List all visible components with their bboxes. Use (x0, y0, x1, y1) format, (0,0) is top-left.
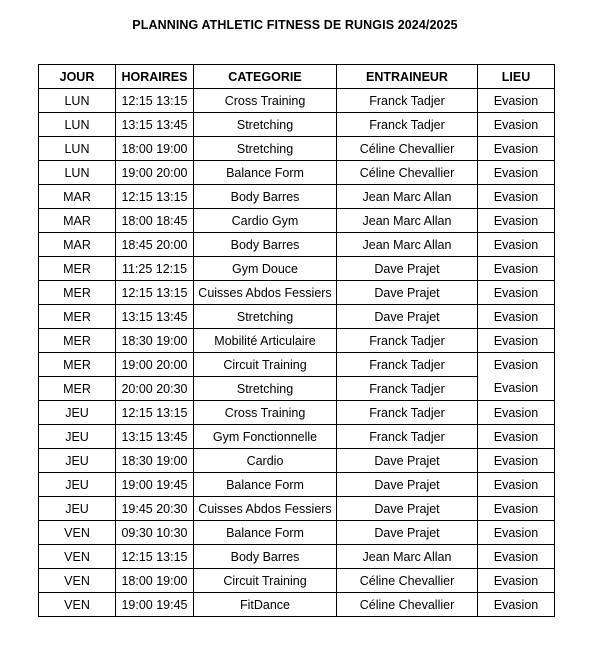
cell-horaires: 18:00 19:00 (116, 137, 194, 161)
cell-entraineur: Jean Marc Allan (337, 233, 478, 257)
cell-entraineur: Jean Marc Allan (337, 545, 478, 569)
cell-categorie: Circuit Training (194, 569, 337, 593)
cell-entraineur: Dave Prajet (337, 281, 478, 305)
cell-horaires: 19:45 20:30 (116, 497, 194, 521)
table-row (39, 545, 555, 569)
table-row (39, 377, 555, 401)
cell-jour: MER (39, 353, 116, 377)
cell-horaires: 13:15 13:45 (116, 113, 194, 137)
cell-jour: JEU (39, 473, 116, 497)
cell-lieu: Evasion (478, 89, 555, 113)
cell-lieu: Evasion (478, 257, 555, 281)
cell-lieu: Evasion (478, 329, 555, 353)
cell-entraineur: Céline Chevallier (337, 569, 478, 593)
schedule-table (38, 64, 555, 617)
cell-categorie: Circuit Training (194, 353, 337, 377)
cell-entraineur: Dave Prajet (337, 449, 478, 473)
cell-horaires: 11:25 12:15 (116, 257, 194, 281)
cell-lieu: Evasion (478, 497, 555, 521)
cell-entraineur: Dave Prajet (337, 305, 478, 329)
cell-entraineur: Franck Tadjer (337, 353, 478, 377)
cell-horaires: 19:00 19:45 (116, 473, 194, 497)
cell-categorie: Gym Fonctionnelle (194, 425, 337, 449)
cell-horaires: 18:00 19:00 (116, 569, 194, 593)
cell-horaires: 19:00 20:00 (116, 161, 194, 185)
cell-categorie: Mobilité Articulaire (194, 329, 337, 353)
header-lieu: LIEU (478, 65, 555, 89)
header-horaires: HORAIRES (116, 65, 194, 89)
table-row (39, 593, 555, 617)
cell-lieu: Evasion (478, 233, 555, 257)
table-row (39, 89, 555, 113)
header-row (39, 65, 555, 89)
cell-entraineur: Franck Tadjer (337, 401, 478, 425)
cell-lieu: Evasion (478, 545, 555, 569)
table-row (39, 209, 555, 233)
cell-lieu: Evasion (478, 305, 555, 329)
cell-horaires: 09:30 10:30 (116, 521, 194, 545)
cell-categorie: Stretching (194, 377, 337, 401)
cell-categorie: Balance Form (194, 161, 337, 185)
cell-horaires: 18:45 20:00 (116, 233, 194, 257)
cell-categorie: Cardio (194, 449, 337, 473)
table-row (39, 473, 555, 497)
cell-jour: JEU (39, 449, 116, 473)
table-row (39, 161, 555, 185)
cell-entraineur: Jean Marc Allan (337, 209, 478, 233)
cell-horaires: 12:15 13:15 (116, 281, 194, 305)
cell-jour: VEN (39, 545, 116, 569)
header-categorie: CATEGORIE (194, 65, 337, 89)
cell-horaires: 19:00 20:00 (116, 353, 194, 377)
cell-jour: JEU (39, 497, 116, 521)
cell-horaires: 18:30 19:00 (116, 329, 194, 353)
table-row (39, 449, 555, 473)
cell-lieu: Evasion (478, 353, 555, 377)
table-row (39, 521, 555, 545)
cell-categorie: FitDance (194, 593, 337, 617)
cell-lieu: Evasion (478, 377, 555, 401)
cell-jour: VEN (39, 593, 116, 617)
table-row (39, 329, 555, 353)
cell-lieu: Evasion (478, 113, 555, 137)
cell-lieu: Evasion (478, 401, 555, 425)
table-row (39, 137, 555, 161)
cell-lieu: Evasion (478, 473, 555, 497)
schedule-body (39, 89, 555, 617)
cell-horaires: 12:15 13:15 (116, 401, 194, 425)
cell-jour: VEN (39, 569, 116, 593)
cell-categorie: Body Barres (194, 185, 337, 209)
cell-horaires: 13:15 13:45 (116, 425, 194, 449)
cell-categorie: Cardio Gym (194, 209, 337, 233)
cell-lieu: Evasion (478, 569, 555, 593)
cell-jour: LUN (39, 161, 116, 185)
cell-horaires: 18:00 18:45 (116, 209, 194, 233)
header-entraineur: ENTRAINEUR (337, 65, 478, 89)
cell-categorie: Balance Form (194, 473, 337, 497)
cell-categorie: Cross Training (194, 401, 337, 425)
cell-entraineur: Franck Tadjer (337, 329, 478, 353)
cell-jour: JEU (39, 401, 116, 425)
cell-entraineur: Franck Tadjer (337, 425, 478, 449)
cell-entraineur: Franck Tadjer (337, 113, 478, 137)
cell-categorie: Gym Douce (194, 257, 337, 281)
cell-lieu: Evasion (478, 161, 555, 185)
cell-lieu: Evasion (478, 137, 555, 161)
table-row (39, 185, 555, 209)
cell-horaires: 12:15 13:15 (116, 545, 194, 569)
cell-jour: LUN (39, 113, 116, 137)
table-row (39, 353, 555, 377)
cell-jour: MER (39, 257, 116, 281)
cell-entraineur: Franck Tadjer (337, 89, 478, 113)
cell-categorie: Cuisses Abdos Fessiers (194, 281, 337, 305)
cell-jour: MER (39, 377, 116, 401)
cell-entraineur: Dave Prajet (337, 521, 478, 545)
cell-categorie: Stretching (194, 305, 337, 329)
header-jour: JOUR (39, 65, 116, 89)
cell-lieu: Evasion (478, 209, 555, 233)
cell-entraineur: Céline Chevallier (337, 161, 478, 185)
cell-horaires: 20:00 20:30 (116, 377, 194, 401)
cell-entraineur: Franck Tadjer (337, 377, 478, 401)
cell-jour: MER (39, 305, 116, 329)
cell-entraineur: Dave Prajet (337, 497, 478, 521)
cell-horaires: 13:15 13:45 (116, 305, 194, 329)
cell-categorie: Balance Form (194, 521, 337, 545)
table-row (39, 281, 555, 305)
cell-categorie: Stretching (194, 113, 337, 137)
cell-lieu: Evasion (478, 281, 555, 305)
table-row (39, 305, 555, 329)
cell-jour: LUN (39, 89, 116, 113)
cell-categorie: Cross Training (194, 89, 337, 113)
cell-jour: MAR (39, 209, 116, 233)
cell-horaires: 19:00 19:45 (116, 593, 194, 617)
cell-categorie: Body Barres (194, 545, 337, 569)
cell-lieu: Evasion (478, 425, 555, 449)
cell-jour: MAR (39, 233, 116, 257)
table-row (39, 257, 555, 281)
table-row (39, 569, 555, 593)
cell-lieu: Evasion (478, 449, 555, 473)
cell-jour: JEU (39, 425, 116, 449)
cell-categorie: Body Barres (194, 233, 337, 257)
cell-horaires: 18:30 19:00 (116, 449, 194, 473)
cell-jour: MER (39, 281, 116, 305)
cell-entraineur: Dave Prajet (337, 473, 478, 497)
cell-jour: MER (39, 329, 116, 353)
cell-entraineur: Céline Chevallier (337, 137, 478, 161)
cell-categorie: Cuisses Abdos Fessiers (194, 497, 337, 521)
cell-lieu: Evasion (478, 521, 555, 545)
table-row (39, 233, 555, 257)
table-row (39, 497, 555, 521)
table-row (39, 401, 555, 425)
cell-entraineur: Dave Prajet (337, 257, 478, 281)
cell-entraineur: Céline Chevallier (337, 593, 478, 617)
cell-entraineur: Jean Marc Allan (337, 185, 478, 209)
cell-horaires: 12:15 13:15 (116, 185, 194, 209)
page-title: PLANNING ATHLETIC FITNESS DE RUNGIS 2024/2025 (132, 18, 458, 32)
cell-lieu: Evasion (478, 185, 555, 209)
cell-jour: LUN (39, 137, 116, 161)
cell-jour: VEN (39, 521, 116, 545)
cell-categorie: Stretching (194, 137, 337, 161)
table-row (39, 113, 555, 137)
cell-lieu: Evasion (478, 593, 555, 617)
cell-horaires: 12:15 13:15 (116, 89, 194, 113)
table-row (39, 425, 555, 449)
cell-jour: MAR (39, 185, 116, 209)
